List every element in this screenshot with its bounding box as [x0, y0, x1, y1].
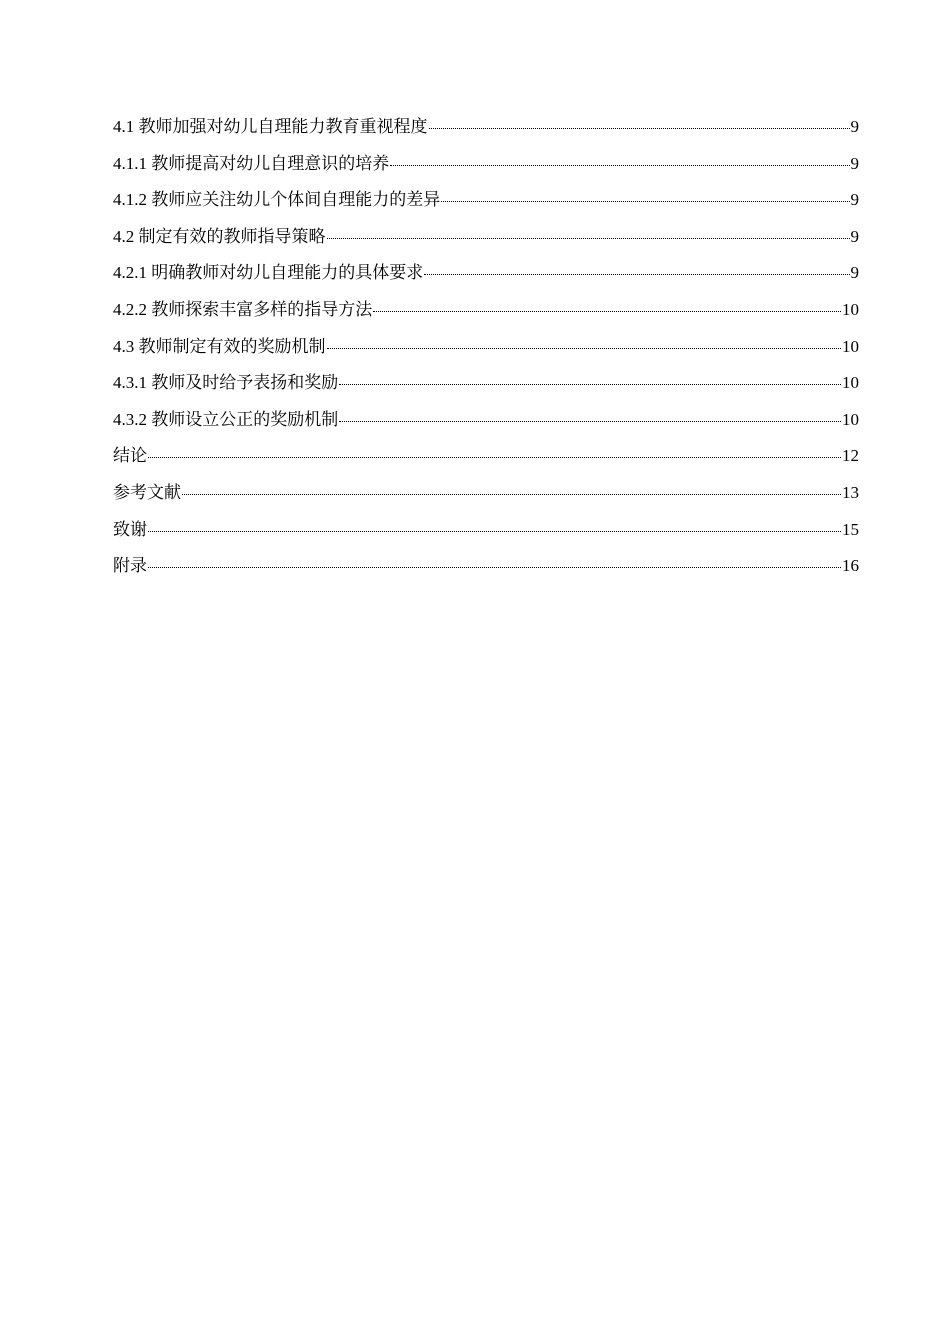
- toc-dot-leader: [182, 478, 841, 498]
- toc-dot-leader: [327, 222, 850, 242]
- toc-entry[interactable]: [113, 221, 859, 258]
- toc-entry[interactable]: [113, 367, 859, 404]
- toc-entry-page: 10: [842, 336, 859, 356]
- toc-dot-leader: [339, 405, 841, 425]
- toc-entry-title: 结论: [113, 446, 147, 466]
- toc-dot-leader: [327, 332, 842, 352]
- toc-entry-title: 附录: [113, 556, 147, 576]
- toc-entry[interactable]: [113, 514, 859, 551]
- toc-entry-page: 9: [850, 226, 859, 246]
- toc-entry[interactable]: [113, 477, 859, 514]
- toc-entry[interactable]: [113, 294, 859, 331]
- toc-entry-page: 16: [842, 556, 859, 576]
- toc-entry-title: 4.3.2 教师设立公正的奖励机制: [113, 409, 339, 429]
- toc-entry-page: 9: [850, 190, 859, 210]
- toc-entry-title: 4.2 制定有效的教师指导策略: [113, 226, 326, 246]
- toc-entry-title: 4.1 教师加强对幼儿自理能力教育重视程度: [113, 117, 428, 136]
- toc-entry-page: 9: [850, 153, 859, 173]
- toc-entry-page: 9: [850, 263, 859, 283]
- toc-entry[interactable]: [113, 257, 859, 294]
- toc-dot-leader: [424, 258, 849, 278]
- toc-dot-leader: [339, 368, 841, 388]
- toc-dot-leader: [148, 441, 841, 461]
- toc-entry[interactable]: [113, 404, 859, 441]
- toc-entry[interactable]: [113, 111, 859, 148]
- toc-entry-title: 4.3.1 教师及时给予表扬和奖励: [113, 373, 339, 393]
- toc-entry-title: 4.3 教师制定有效的奖励机制: [113, 336, 326, 356]
- toc-entry[interactable]: [113, 184, 859, 221]
- toc-entry-title: 参考文献: [113, 482, 181, 502]
- toc-entry-title: 4.2.1 明确教师对幼儿自理能力的具体要求: [113, 263, 424, 283]
- toc-entry-page: 9: [850, 117, 859, 136]
- toc-entry[interactable]: [113, 440, 859, 477]
- toc-entry-page: 10: [842, 409, 859, 429]
- toc-dot-leader: [148, 515, 841, 535]
- toc-entry-title: 致谢: [113, 519, 147, 539]
- toc-entry-page: 12: [842, 446, 859, 466]
- toc-entry[interactable]: [113, 148, 859, 185]
- toc-entry[interactable]: [113, 331, 859, 368]
- toc-dot-leader: [373, 295, 841, 315]
- toc-entry-page: 10: [842, 299, 859, 319]
- toc-dot-leader: [429, 112, 850, 132]
- toc-entry[interactable]: [113, 550, 859, 587]
- toc-entry-page: 10: [842, 373, 859, 393]
- toc-entry-page: 15: [842, 519, 859, 539]
- toc-entry-page: 13: [842, 482, 859, 502]
- toc-dot-leader: [148, 551, 841, 571]
- toc-dot-leader: [390, 149, 849, 169]
- toc-dot-leader: [441, 185, 849, 205]
- table-of-contents: [113, 111, 859, 587]
- toc-entry-title: 4.1.1 教师提高对幼儿自理意识的培养: [113, 153, 390, 173]
- toc-entry-title: 4.2.2 教师探索丰富多样的指导方法: [113, 299, 373, 319]
- toc-entry-title: 4.1.2 教师应关注幼儿个体间自理能力的差异: [113, 190, 441, 210]
